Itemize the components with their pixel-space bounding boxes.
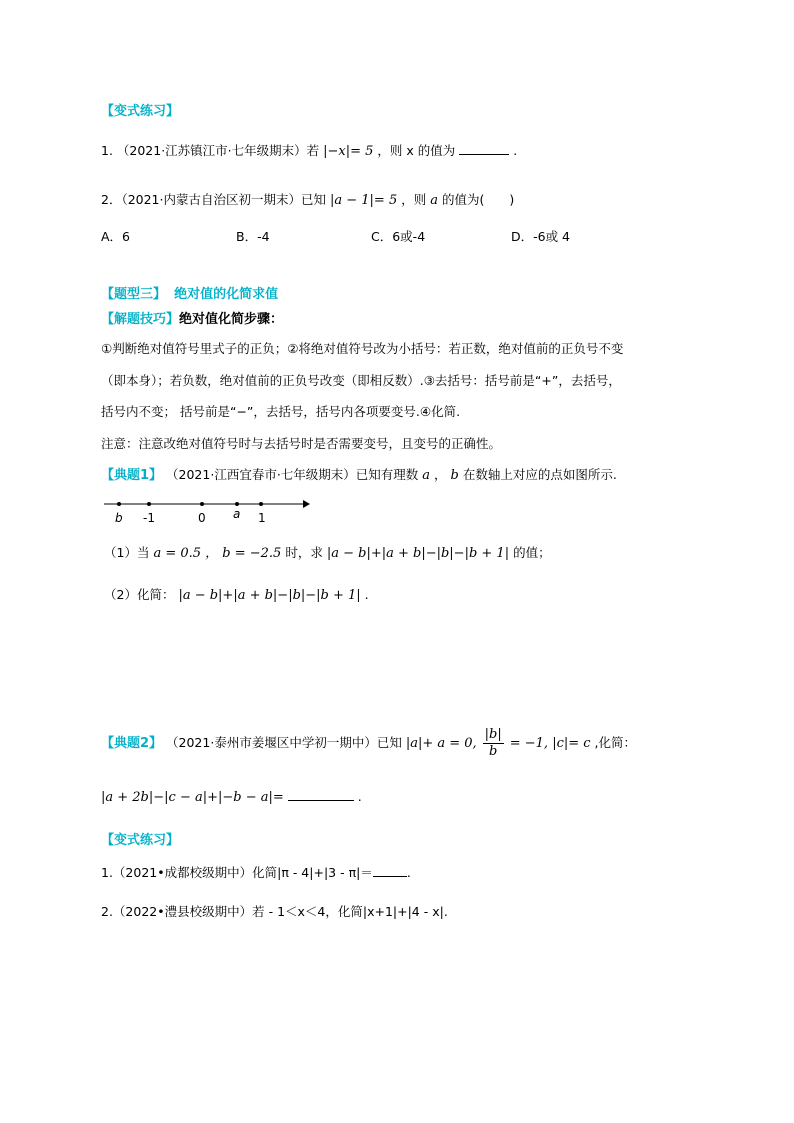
example-2-text: （2021·泰州市姜堰区中学初一期中）已知 bbox=[166, 735, 402, 750]
question-1-prefix: 1. （2021·江苏镇江市·七年级期末）若 bbox=[101, 143, 320, 158]
part-1-expression: |a − b|+|a + b|−|b|−|b + 1| bbox=[326, 546, 510, 561]
part-2-prefix: （2）化简： bbox=[104, 587, 175, 602]
variant-practice-heading-2: 【变式练习】 bbox=[101, 833, 180, 848]
example-2-cond-end: ,化简： bbox=[594, 735, 637, 750]
option-a[interactable]: A．6 bbox=[101, 229, 131, 244]
example-1-text-b: ， bbox=[434, 467, 447, 482]
variant-practice-heading: 【变式练习】 bbox=[101, 104, 180, 119]
practice-question-1 bbox=[101, 862, 411, 882]
step-line-1: ①判断绝对值符号里式子的正负；②将绝对值符号改为小括号：若正数，绝对值前的正负号不变 bbox=[101, 341, 624, 356]
question-1-suffix: ，则 x 的值为 bbox=[377, 143, 456, 158]
point-zero bbox=[200, 502, 204, 506]
fraction-numerator: |b| bbox=[484, 727, 502, 742]
part-1-condition: a = 0.5 ， b = −2.5 bbox=[153, 546, 282, 561]
question-2-suffix: 的值为( ) bbox=[441, 192, 515, 207]
example-2-cond-1: |a|+ a = 0, bbox=[405, 736, 477, 751]
fraction-denominator: b bbox=[489, 744, 498, 759]
step-line-2: （即本身）；若负数，绝对值前的正负号改变（即相反数）.③去括号：括号前是“+”，去括号， bbox=[101, 373, 621, 388]
number-line-arrow-icon bbox=[303, 500, 310, 508]
example-1-part-1 bbox=[104, 544, 551, 563]
practice-question-1-end: . bbox=[406, 865, 411, 880]
question-1-expr: |−x|= 5 bbox=[323, 144, 374, 159]
question-2-prefix: 2．（2021·内蒙古自治区初一期末）已知 bbox=[101, 192, 326, 207]
example-1-text-a: （2021·江西宜春市·七年级期末）已知有理数 bbox=[166, 467, 419, 482]
topic-heading bbox=[101, 286, 278, 304]
example-2-tag: 【典题2】 bbox=[101, 736, 163, 751]
example-2-expression: |a + 2b|−|c − a|+|−b − a|= bbox=[101, 790, 284, 805]
label-one: 1 bbox=[258, 511, 266, 525]
option-c[interactable]: C．6或-4 bbox=[371, 229, 426, 244]
example-2-title bbox=[101, 722, 636, 764]
example-1-var-b: b bbox=[450, 468, 459, 483]
topic-tag: 【题型三】 bbox=[101, 287, 167, 302]
example-1-text-c: 在数轴上对应的点如图所示. bbox=[462, 467, 617, 482]
part-1-suffix: 的值； bbox=[513, 545, 551, 560]
question-2-mid: ，则 bbox=[401, 192, 427, 207]
tips-title: 绝对值化简步骤： bbox=[179, 312, 284, 327]
point-a bbox=[235, 502, 239, 506]
example-1-tag: 【典题1】 bbox=[101, 468, 163, 483]
question-2-expr: |a − 1|= 5 bbox=[329, 193, 398, 208]
option-b[interactable]: B．-4 bbox=[236, 229, 270, 244]
tips-tag: 【解题技巧】 bbox=[101, 312, 180, 327]
example-2-expression-line bbox=[101, 786, 362, 807]
question-1 bbox=[101, 140, 517, 161]
part-1-prefix: （1）当 bbox=[104, 545, 150, 560]
example-1-part-2 bbox=[104, 586, 369, 605]
example-2-end: . bbox=[357, 789, 362, 804]
point-b bbox=[117, 502, 121, 506]
question-2-var: a bbox=[430, 193, 438, 208]
label-minus-one: -1 bbox=[143, 511, 155, 525]
tips-heading bbox=[101, 311, 283, 329]
example-2-fraction bbox=[483, 727, 504, 760]
step-line-3: 括号内不变； 括号前是“−”，去括号，括号内各项要变号.④化简. bbox=[101, 404, 461, 419]
number-line bbox=[100, 494, 315, 528]
label-zero: 0 bbox=[198, 511, 206, 525]
example-1-var-a: a bbox=[422, 468, 431, 483]
topic-title: 绝对值的化简求值 bbox=[174, 287, 279, 302]
answer-blank[interactable] bbox=[459, 140, 509, 155]
example-1-title bbox=[101, 466, 617, 485]
point-minus-one bbox=[147, 502, 151, 506]
answer-blank[interactable] bbox=[373, 862, 407, 877]
point-one bbox=[259, 502, 263, 506]
example-2-cond-2: = −1, |c|= c bbox=[509, 736, 591, 751]
question-2 bbox=[101, 191, 514, 210]
practice-question-2: 2.（2022•澧县校级期中）若 - 1＜x＜4，化简|x+1|+|4 - x|. bbox=[101, 904, 448, 919]
answer-blank[interactable] bbox=[288, 786, 354, 801]
part-1-mid: 时，求 bbox=[285, 545, 323, 560]
note-line: 注意：注意改绝对值符号时与去括号时是否需要变号，且变号的正确性。 bbox=[101, 436, 502, 451]
part-2-expression: |a − b|+|a + b|−|b|−|b + 1| bbox=[178, 588, 361, 603]
option-d[interactable]: D．-6或 4 bbox=[511, 229, 571, 244]
part-2-suffix: . bbox=[364, 587, 369, 602]
question-1-end: . bbox=[513, 143, 518, 158]
label-b: b bbox=[115, 511, 123, 525]
practice-question-1-text: 1.（2021•成都校级期中）化简|π - 4|+|3 - π|＝ bbox=[101, 865, 373, 880]
label-a: a bbox=[233, 507, 241, 521]
